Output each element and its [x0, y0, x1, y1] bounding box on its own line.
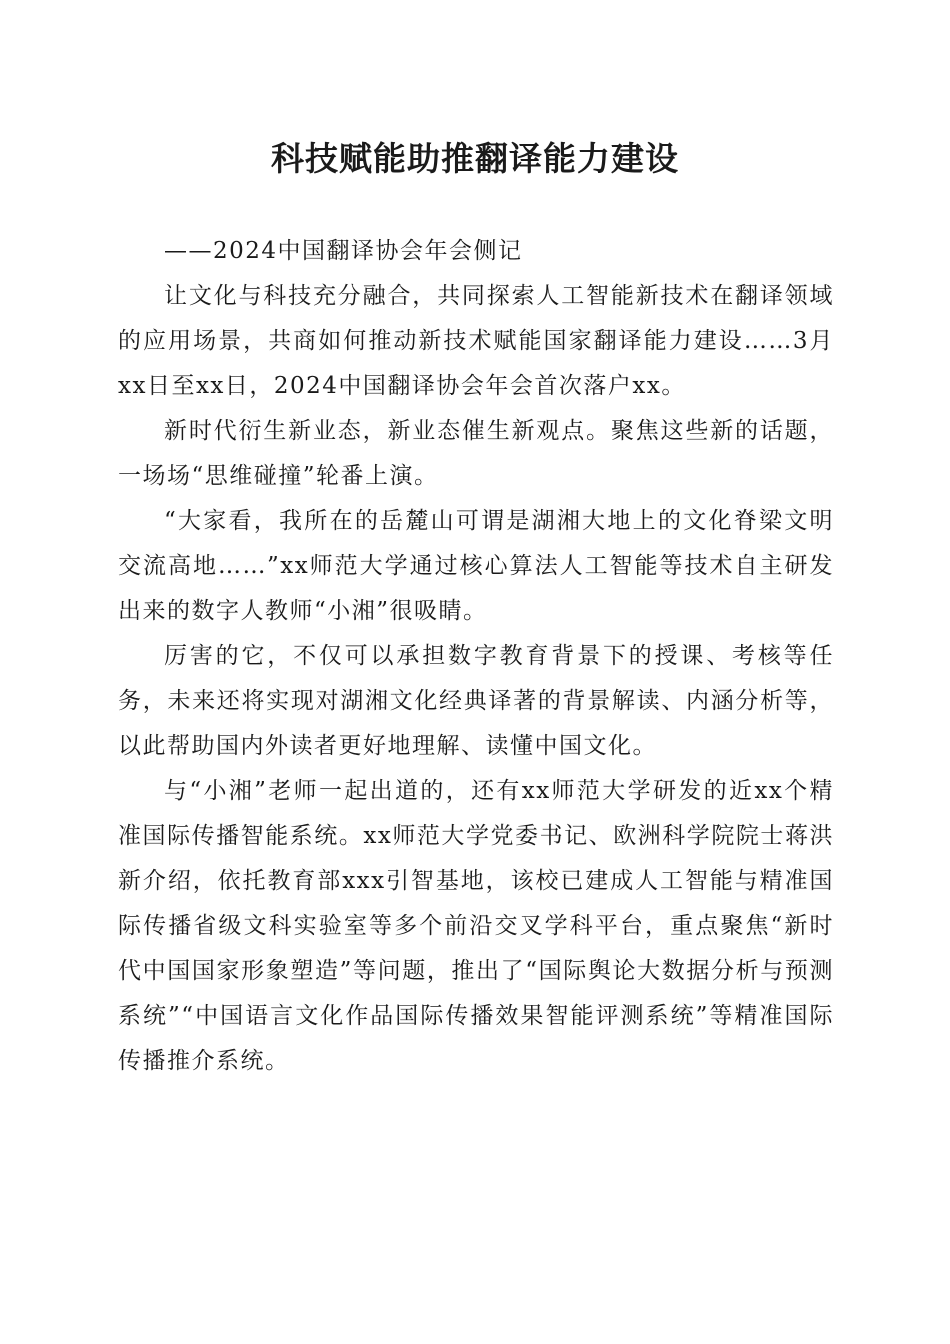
body-paragraph-2: 新时代衍生新业态，新业态催生新观点。聚焦这些新的话题，一场场“思维碰撞”轮番上演。	[118, 418, 834, 489]
document-title: 科技赋能助推翻译能力建设	[271, 139, 679, 178]
document-body	[118, 229, 834, 1084]
body-paragraph-3: “大家看，我所在的岳麓山可谓是湖湘大地上的文化脊梁文明交流高地……”xx师范大学通过核心算法人工智能等技术自主研发出来的数字人教师“小湘”很吸睛。	[118, 508, 834, 624]
body-paragraph-5: 与“小湘”老师一起出道的，还有xx师范大学研发的近xx个精准国际传播智能系统。xx师范大学党委书记、欧洲科学院院士蒋洪新介绍，依托教育部xxx引智基地，该校已建成人工智能与精准国际传播省级文科实验室等多个前沿交叉学科平台，重点聚焦“新时代中国国家形象塑造”等问题，推出了“国际舆论大数据分析与预测系统”“中国语言文化作品国际传播效果智能评测系统”等精准国际传播推介系统。	[118, 778, 834, 1074]
document-subtitle: ——2024中国翻译协会年会侧记	[164, 238, 523, 264]
body-paragraph-4: 厉害的它，不仅可以承担数字教育背景下的授课、考核等任务，未来还将实现对湖湘文化经典译著的背景解读、内涵分析等，以此帮助国内外读者更好地理解、读懂中国文化。	[118, 643, 834, 759]
body-paragraph-1: 让文化与科技充分融合，共同探索人工智能新技术在翻译领域的应用场景，共商如何推动新技术赋能国家翻译能力建设……3月xx日至xx日，2024中国翻译协会年会首次落户xx。	[118, 283, 834, 399]
